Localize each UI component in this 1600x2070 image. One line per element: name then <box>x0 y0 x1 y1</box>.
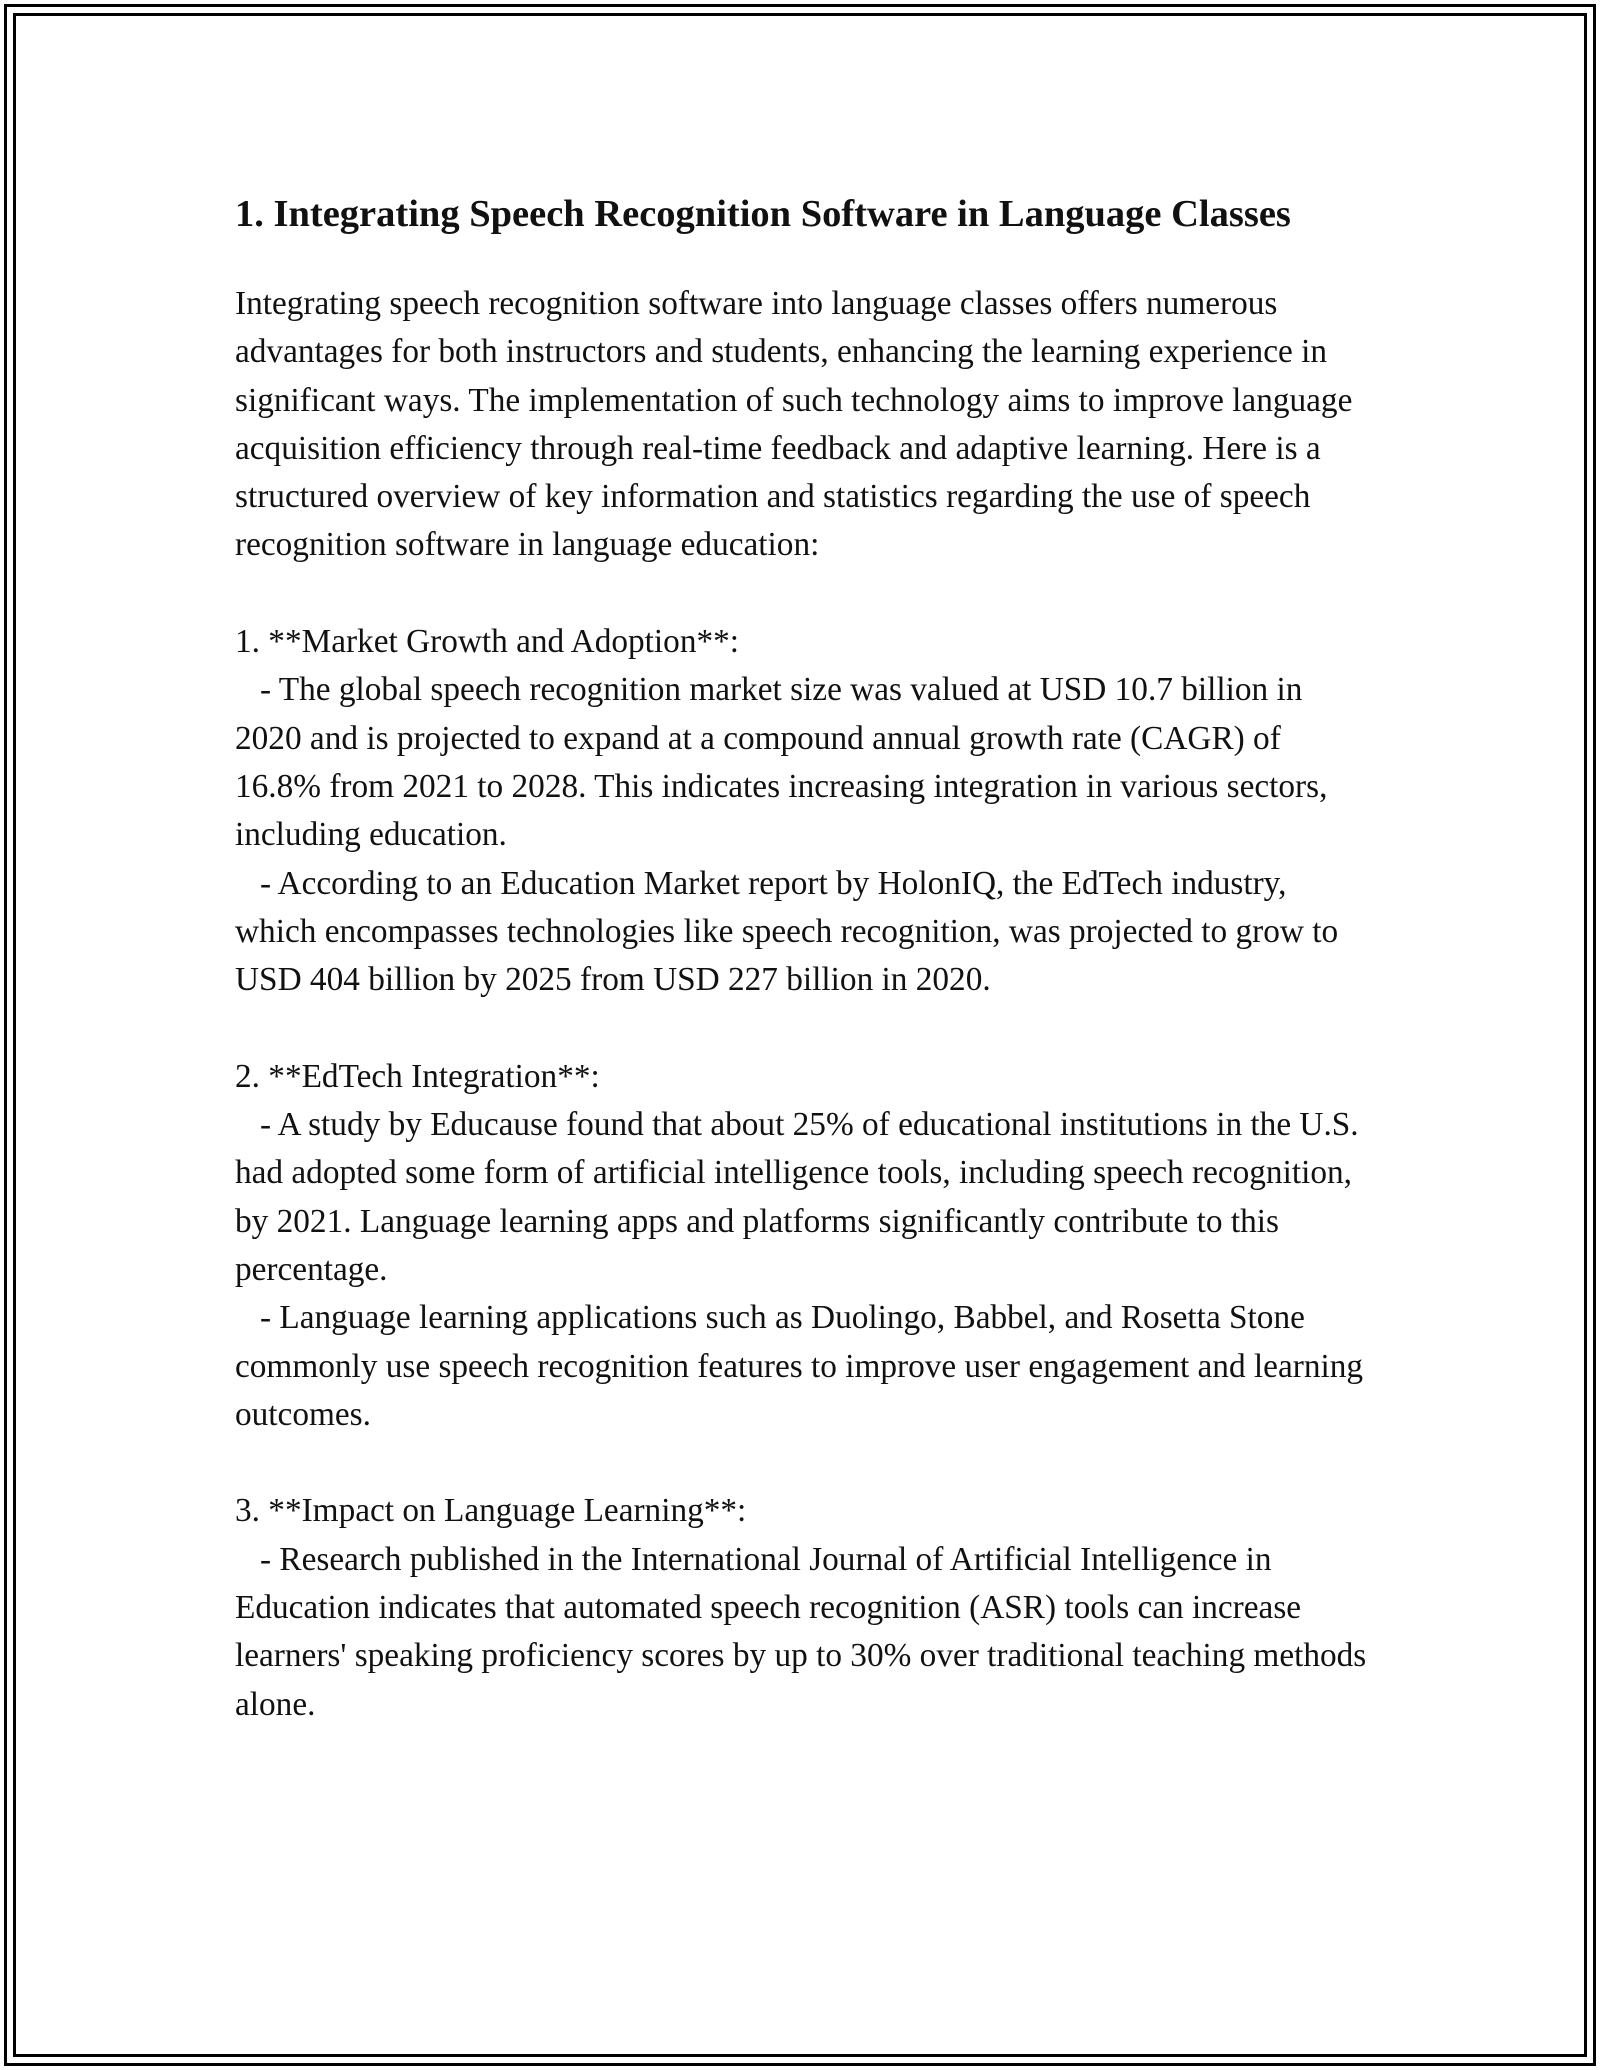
section-heading: 1. **Market Growth and Adoption**: <box>235 623 740 661</box>
paragraph-gap <box>235 1439 1375 1487</box>
section-bullet: - Research published in the International Journal of Artificial Intelligence in Education indicates that automated speech recognition (ASR) tools can increase learners' speaking proficiency scores by up to 30% over traditional teaching methods alone. <box>235 1540 1375 1723</box>
paragraph-gap <box>235 570 1375 618</box>
section-heading: 3. **Impact on Language Learning**: <box>235 1492 747 1530</box>
section-market-growth <box>235 618 1375 1004</box>
paragraph-gap <box>235 1004 1375 1052</box>
section-edtech-integration <box>235 1053 1375 1439</box>
intro-paragraph: Integrating speech recognition software into language classes offers numerous advantages for both instructors and students, enhancing the learning experience in significant ways. The implementation of such technology aims to improve language acquisition efficiency through real-time feedback and adaptive learning. Here is a structured overview of key information and statistics regarding the use of speech recognition software in language education: <box>235 285 1361 564</box>
document-title: 1. Integrating Speech Recognition Software in Language Classes <box>235 193 1291 235</box>
section-bullet: - A study by Educause found that about 25% of educational institutions in the U.S. had adopted some form of artificial intelligence tools, including speech recognition, by 2021. Language learning apps and platforms significantly contribute to this percentage. <box>235 1106 1367 1288</box>
document-body <box>235 186 1375 1729</box>
section-bullet: - According to an Education Market report by HolonIQ, the EdTech industry, which encompasses technologies like speech recognition, was projected to grow to USD 404 billion by 2025 from USD 227 billion in 2020. <box>235 864 1347 999</box>
section-impact-learning <box>235 1487 1375 1728</box>
section-bullet: - Language learning applications such as Duolingo, Babbel, and Rosetta Stone commonly use speech recognition features to improve user engagement and learning outcomes. <box>235 1299 1372 1433</box>
section-bullet: - The global speech recognition market size was valued at USD 10.7 billion in 2020 and is projected to expand at a compound annual growth rate (CAGR) of 16.8% from 2021 to 2028. This indicates increasing integration in various sectors, including education. <box>235 671 1336 854</box>
section-heading: 2. **EdTech Integration**: <box>235 1057 600 1095</box>
